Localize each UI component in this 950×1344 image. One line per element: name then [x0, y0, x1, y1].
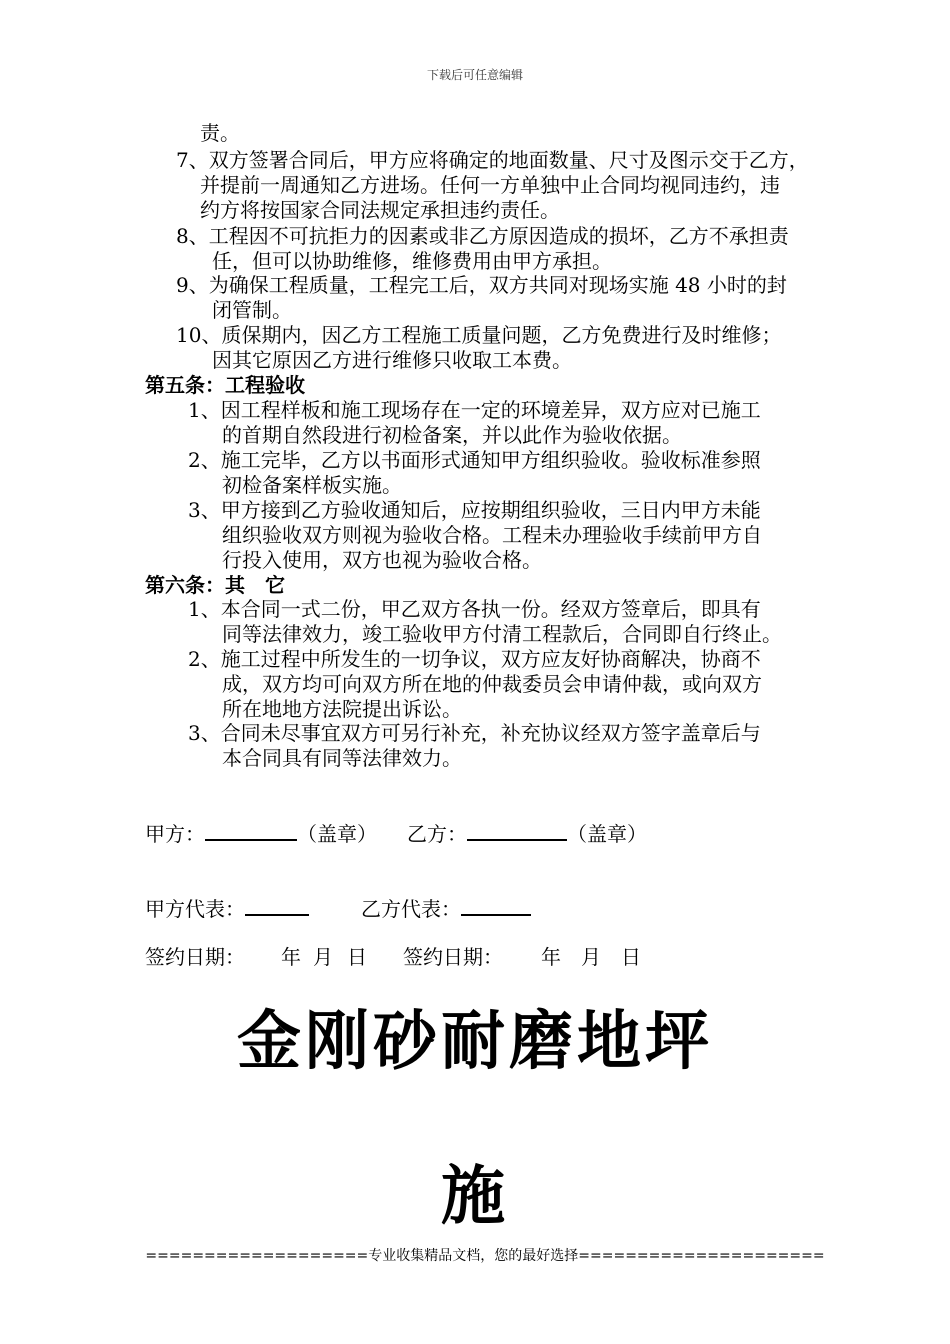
- party-b-seal: （盖章）: [567, 822, 647, 846]
- signature-row-dates: [145, 945, 641, 970]
- text-line: 所在地地方法院提出诉讼。: [222, 697, 462, 721]
- date-b-day: 日: [621, 945, 641, 969]
- date-a-day: 日: [347, 945, 367, 969]
- page-footer: ===================专业收集精品文档，您的最好选择=====================: [145, 1248, 825, 1264]
- clause-5-2: [188, 448, 761, 498]
- party-a-seal: （盖章）: [297, 822, 377, 846]
- date-b-month: 月: [581, 945, 601, 969]
- text-line: 8、工程因不可抗拒力的因素或非乙方原因造成的损坏，乙方不承担责: [176, 224, 789, 248]
- party-a-blank: [205, 821, 297, 841]
- clause-6-3: [188, 721, 761, 771]
- text-line: 9、为确保工程质量，工程完工后，双方共同对现场实施 48 小时的封: [176, 273, 787, 297]
- text-line: 闭管制。: [212, 298, 292, 322]
- signature-row-representatives: [145, 896, 531, 922]
- text-line: 因其它原因乙方进行维修只收取工本费。: [212, 348, 572, 372]
- big-title-line-2: 施: [441, 1160, 509, 1234]
- date-a-label: 签约日期：: [145, 945, 245, 969]
- text-line: 行投入使用，双方也视为验收合格。: [222, 548, 542, 572]
- clause-6-2: [188, 647, 762, 722]
- party-a-label: 甲方：: [145, 822, 205, 846]
- rep-b-label: 乙方代表：: [361, 897, 461, 921]
- text-line: 3、甲方接到乙方验收通知后，应按期组织验收，三日内甲方未能: [188, 498, 761, 522]
- rep-b-blank: [461, 896, 531, 916]
- text-line: 2、施工完毕，乙方以书面形式通知甲方组织验收。验收标准参照: [188, 448, 761, 472]
- text-line: 成，双方均可向双方所在地的仲裁委员会申请仲裁，或向双方: [222, 672, 762, 696]
- rep-a-label: 甲方代表：: [145, 897, 245, 921]
- text-line: 2、施工过程中所发生的一切争议，双方应友好协商解决，协商不: [188, 647, 761, 671]
- party-b-label: 乙方：: [407, 822, 467, 846]
- party-b-blank: [467, 821, 567, 841]
- section-6-heading: 第六条：其 它: [145, 573, 285, 597]
- text-line: 并提前一周通知乙方进场。任何一方单独中止合同均视同违约，违: [200, 173, 780, 197]
- text-line: 10、质保期内，因乙方工程施工质量问题，乙方免费进行及时维修；: [176, 323, 782, 347]
- date-b-label: 签约日期：: [403, 945, 503, 969]
- date-b-year: 年: [541, 945, 561, 969]
- text-line: 1、本合同一式二份，甲乙双方各执一份。经双方签章后，即具有: [188, 597, 761, 621]
- clause-4-7: [176, 148, 809, 223]
- text-line: 1、因工程样板和施工现场存在一定的环境差异，双方应对已施工: [188, 398, 761, 422]
- date-a-month: 月: [313, 945, 333, 969]
- page-header: 下载后可任意编辑: [426, 68, 523, 82]
- big-title-line-1: 金刚砂耐磨地坪: [237, 1005, 713, 1079]
- text-line: 的首期自然段进行初检备案，并以此作为验收依据。: [222, 423, 682, 447]
- signature-row-parties: [145, 821, 647, 847]
- text-line: 责。: [200, 121, 240, 145]
- clause-4-9: [176, 273, 787, 323]
- section-5-heading: 第五条：工程验收: [145, 373, 305, 397]
- text-line: 同等法律效力，竣工验收甲方付清工程款后，合同即自行终止。: [222, 622, 782, 646]
- text-line: 本合同具有同等法律效力。: [222, 746, 462, 770]
- rep-a-blank: [245, 896, 309, 916]
- clause-6-1: [188, 597, 782, 647]
- text-line: 组织验收双方则视为验收合格。工程未办理验收手续前甲方自: [222, 523, 762, 547]
- clause-5-3: [188, 498, 762, 573]
- date-a-year: 年: [281, 945, 301, 969]
- clause-4-8: [176, 224, 789, 274]
- clause-4-6-continuation: [200, 121, 240, 146]
- text-line: 约方将按国家合同法规定承担违约责任。: [200, 198, 560, 222]
- clause-5-1: [188, 398, 761, 448]
- text-line: 3、合同未尽事宜双方可另行补充，补充协议经双方签字盖章后与: [188, 721, 761, 745]
- text-line: 7、双方签署合同后，甲方应将确定的地面数量、尺寸及图示交于乙方，: [176, 148, 809, 172]
- text-line: 任，但可以协助维修，维修费用由甲方承担。: [212, 249, 612, 273]
- text-line: 初检备案样板实施。: [222, 473, 402, 497]
- clause-4-10: [176, 323, 781, 373]
